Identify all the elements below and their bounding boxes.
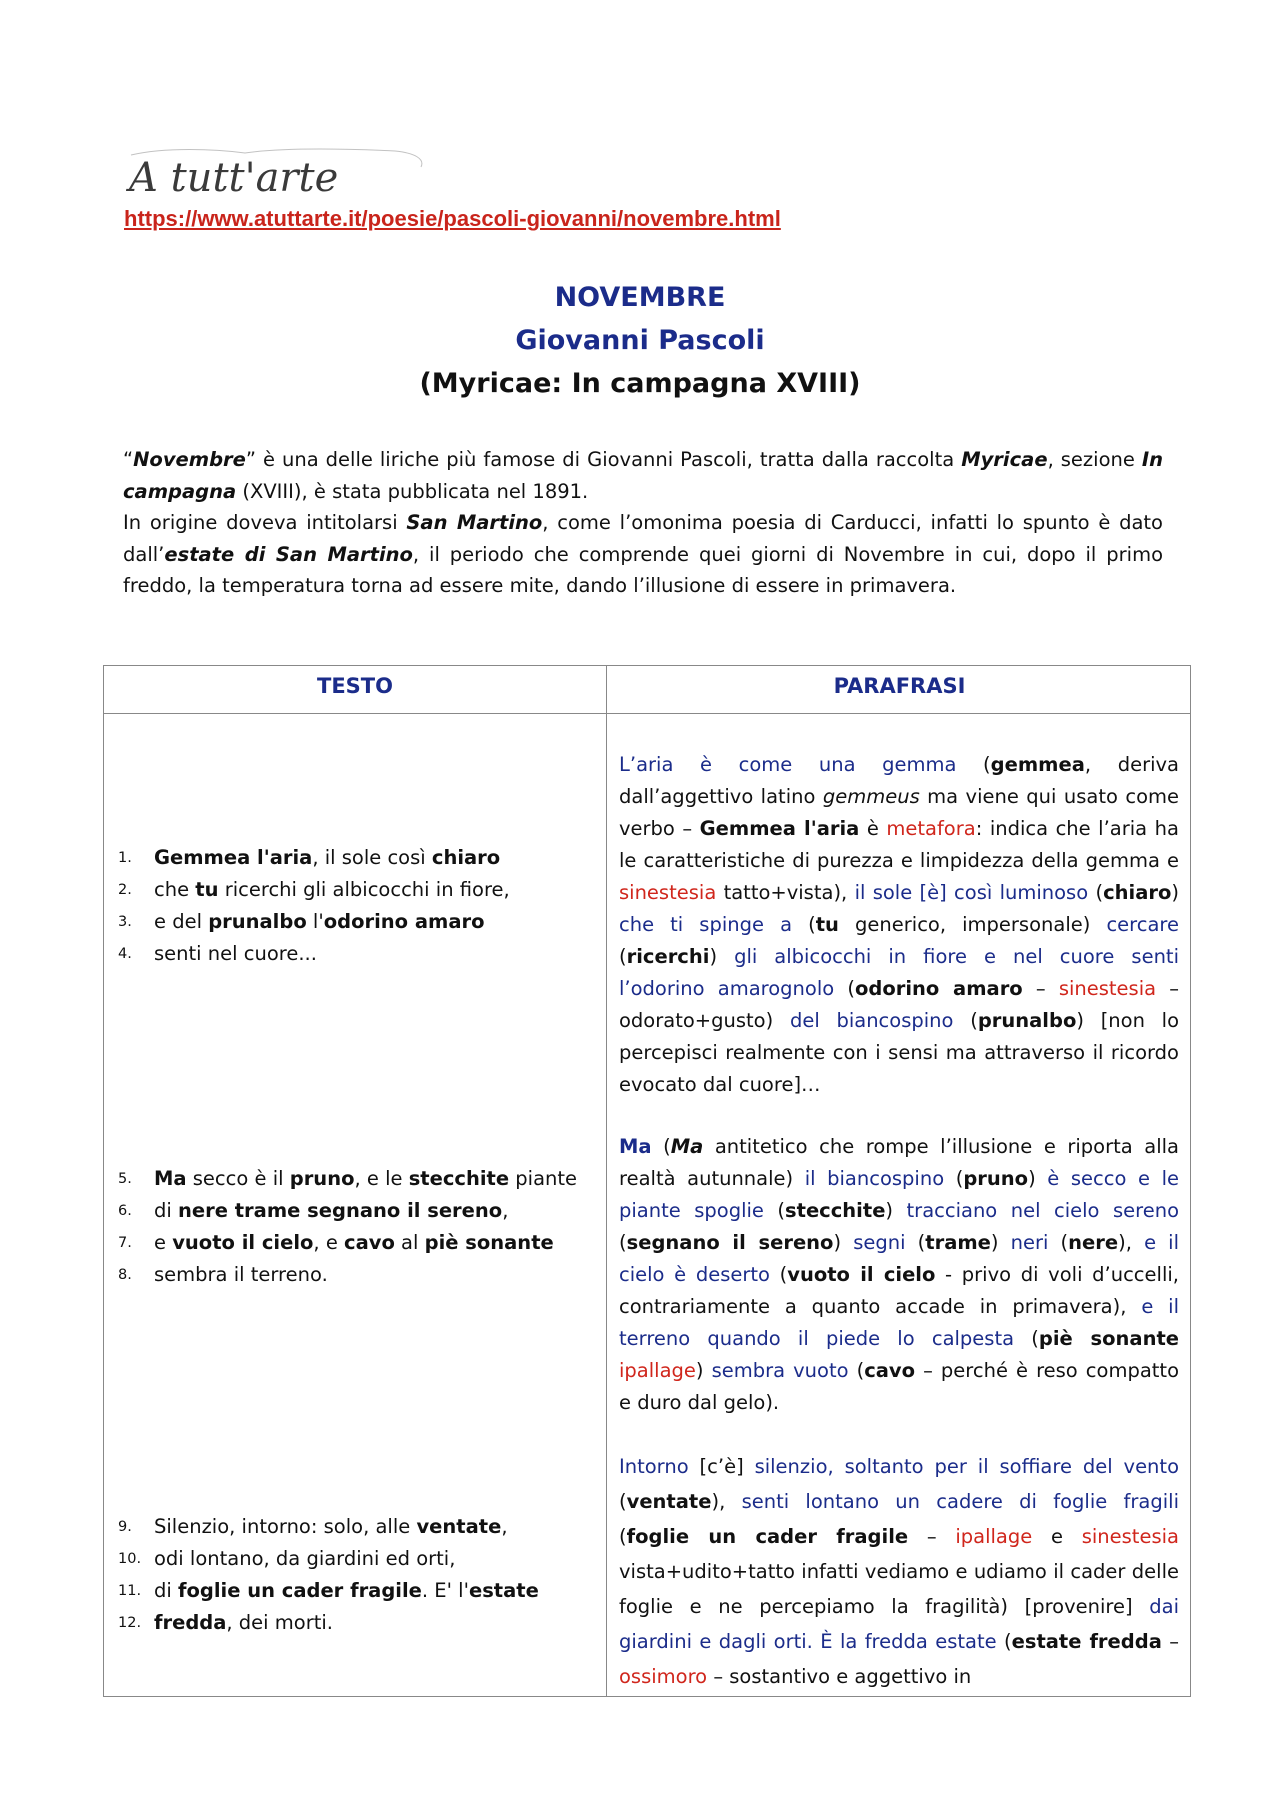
verse-line: 7. e vuoto il cielo, e cavo al piè sonante (118, 1231, 554, 1254)
verse-line: 4. senti nel cuore... (118, 942, 317, 965)
verse-line: 9. Silenzio, intorno: solo, alle ventate, (118, 1515, 508, 1538)
collection-source: (Myricae: In campagna XVIII) (419, 368, 861, 399)
verse-line: 1. Gemmea l'aria, il sole così chiaro (118, 846, 501, 869)
parafrasi-paragraph-3: Intorno [c’è] silenzio, soltanto per il soffiare del vento (ventate), senti lontano un cadere di foglie fragili (foglie un cader fragile – ipallage e sinestesia vista+udito+tatto infatti vediamo e udiamo il cader delle foglie e ne percepiamo la fragilità) [provenire] dai giardini e dagli orti. È la fredda estate (estate fredda – ossimoro – sostantivo e aggettivo in (619, 1455, 1179, 1688)
verse-line: 10. odi lontano, da giardini ed orti, (118, 1547, 456, 1570)
author-name: Giovanni Pascoli (515, 325, 765, 356)
header-divider (104, 713, 1190, 714)
poem-title: NOVEMBRE (554, 282, 726, 313)
stanza-2 (114, 1163, 599, 1291)
source-url-link[interactable]: https://www.atuttarte.it/poesie/pascoli-giovanni/novembre.html (124, 206, 781, 231)
title-block (0, 276, 1280, 405)
introduction (123, 444, 1163, 602)
verse-line: 12. fredda, dei morti. (118, 1611, 333, 1634)
verse-line: 3. e del prunalbo l'odorino amaro (118, 910, 485, 933)
poem-table (103, 665, 1191, 1697)
column-header-parafrasi: PARAFRASI (833, 674, 966, 698)
verse-line: 8. sembra il terreno. (118, 1263, 328, 1286)
stanza-1 (114, 842, 599, 970)
verse-line: 11. di foglie un cader fragile. E' l'estate (118, 1579, 539, 1602)
atuttarte-logo (125, 145, 445, 203)
parafrasi-paragraph-2: Ma (Ma antitetico che rompe l’illusione e riporta alla realtà autunnale) il biancospino (pruno) è secco e le piante spoglie (stecchite) tracciano nel cielo sereno (segnano il sereno) segni (trame) neri (nere), e il cielo è deserto (vuoto il cielo - privo di voli d’uccelli, contrariamente a quanto accade in primavera), e il terreno quando il piede lo calpesta (piè sonante ipallage) sembra vuoto (cavo – perché è reso compatto e duro dal gelo). (619, 1135, 1180, 1414)
verse-line: 5. Ma secco è il pruno, e le stecchite piante (118, 1167, 578, 1190)
verse-line: 6. di nere trame segnano il sereno, (118, 1199, 509, 1222)
parafrasi-paragraph-1: L’aria è come una gemma (gemmea, deriva dall’aggettivo latino gemmeus ma viene qui usato come verbo – Gemmea l'aria è metafora: indica che l’aria ha le caratteristiche di purezza e limpidezza della gemma e sinestesia tatto+vista), il sole [è] così luminoso (chiaro) che ti spinge a (tu generico, impersonale) cercare (ricerchi) gli albicocchi in fiore e nel cuore senti l’odorino amarognolo (odorino amaro – sinestesia – odorato+gusto) del biancospino (prunalbo) [non lo percepisci realmente con i sensi ma attraverso il ricordo evocato dal cuore]… (619, 753, 1180, 1096)
logo-text: A tutt'arte (129, 155, 339, 201)
intro-paragraph-1: “Novembre” è una delle liriche più famose di Giovanni Pascoli, tratta dalla raccolta Myricae, sezione In campagna (XVIII), è stata pubblicata nel 1891. (123, 448, 1164, 503)
column-divider (606, 666, 607, 1696)
column-header-testo: TESTO (317, 674, 393, 698)
stanza-3 (114, 1511, 599, 1639)
intro-paragraph-2: In origine doveva intitolarsi San Martino, come l’omonima poesia di Carducci, infatti lo spunto è dato dall’estate di San Martino, il periodo che comprende quei giorni di Novembre in cui, dopo il primo freddo, la temperatura torna ad essere mite, dando l’illusione di essere in primavera. (123, 511, 1163, 597)
verse-line: 2. che tu ricerchi gli albicocchi in fiore, (118, 878, 510, 901)
